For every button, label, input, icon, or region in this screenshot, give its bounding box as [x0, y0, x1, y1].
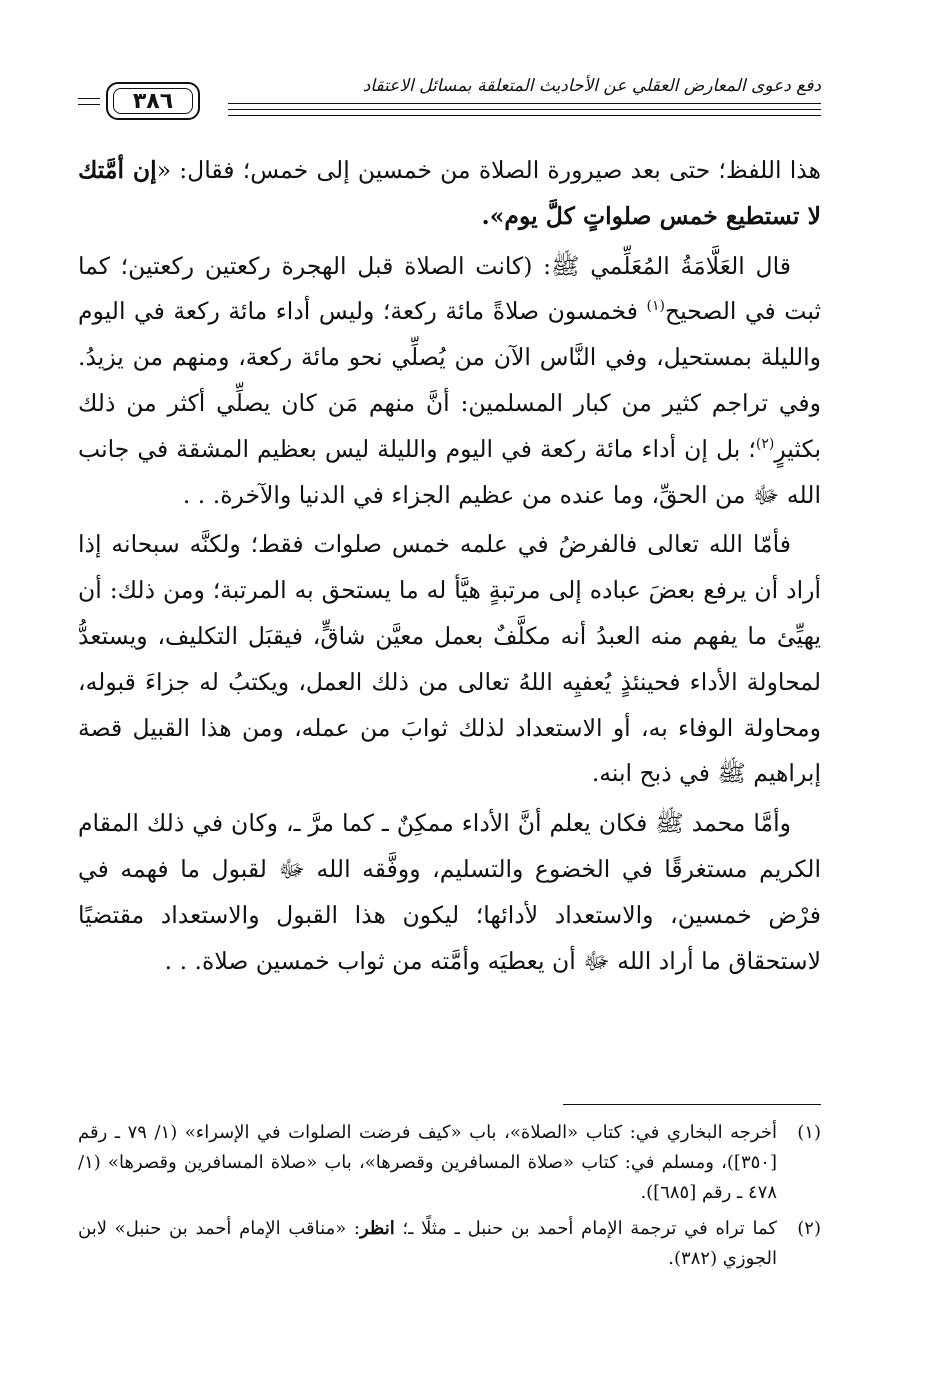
header-dash [78, 98, 100, 99]
header-rule [228, 115, 821, 116]
main-text [78, 148, 821, 984]
paragraph-2 [78, 244, 821, 519]
text-span: فخمسون صلاةً مائة ركعة؛ وليس أداء مائة ركعة في اليوم والليلة بمستحيل، وفي النَّاس الآن من يُصلِّي نحو مائة ركعة، ومنهم من يزيدُ. وفي تراجم كثير من كبار المسلمين: أنَّ منهم مَن كان يصلِّي أكثر من ذلك بكثيرٍ [78, 297, 821, 463]
hadith-quote: إن أمَّتك لا تستطيع خمس صلواتٍ كلَّ يوم [78, 156, 821, 230]
footnote-keyword: انظر [360, 1218, 395, 1239]
footnote-number: (١) [797, 1122, 821, 1143]
footnote-text: : «مناقب الإمام أحمد بن حنبل» لابن الجوزي (٣٨٢). [78, 1218, 777, 1269]
page-number: ٣٨٦ [113, 88, 193, 114]
running-header [78, 76, 821, 124]
paragraph-3: فأمّا الله تعالى فالفرضُ في علمه خمس صلوات فقط؛ ولكنَّه سبحانه إذا أراد أن يرفع بعضَ عباده إلى مرتبةٍ هيَّأ له ما يستحق به المرتبة؛ ومن ذلك: أن يهيِّئ ما يفهم منه العبدُ أنه مكلَّفٌ بعمل معيَّن شاقٍّ، فيقبَل التكليف، ويستعدُّ لمحاولة الأداء فحينئذٍ يُعفيِه اللهُ تعالى من ذلك العمل، ويكتبُ له جزاءَ قبوله، ومحاولة الوفاء به، أو الاستعداد لذلك ثوابَ من عمله، ومن هذا القبيل قصة إبراهيم ﷺ في ذبح ابنه. [78, 530, 821, 788]
text-span: هذا اللفظ؛ حتى بعد صيرورة الصلاة من خمسين إلى خمس؛ فقال: « [156, 156, 821, 184]
footnote-text: كما تراه في ترجمة الإمام أحمد بن حنبل ـ مثلًا ـ؛ [394, 1218, 777, 1239]
text-span: ». [481, 201, 505, 230]
footnote-1 [78, 1118, 821, 1208]
paragraph-4: وأمَّا محمد ﷺ فكان يعلم أنَّ الأداء ممكِنٌ ـ كما مرَّ ـ، وكان في ذلك المقام الكريم مستغرقًا في الخضوع والتسليم، ووفَّقه الله ﷻ لقبول ما فهمه في فرْض خمسين، والاستعداد لأدائها؛ ليكون هذا القبول والاستعداد مقتضيًا لاستحقاق ما أراد الله ﷻ أن يعطيَه وأمَّته من ثواب خمسين صلاة. . . [78, 809, 821, 975]
footnote-2 [78, 1214, 821, 1274]
header-title: دفع دعوى المعارض العقلي عن الأحاديث المتعلقة بمسائل الاعتقاد [362, 76, 821, 96]
footnote-number: (٢) [797, 1218, 821, 1239]
footnote-ref[interactable]: (١) [646, 298, 665, 315]
text-span: ؛ بل إن أداء مائة ركعة في اليوم والليلة ليس بعظيم المشقة في جانب الله ﷻ من الحقِّ، وما عنده من عظيم الجزاء في الدنيا والآخرة. . . [78, 434, 821, 509]
header-rule [228, 109, 821, 110]
page-number-frame [106, 82, 200, 120]
header-dash [78, 104, 100, 105]
text-span: قال العَلَّامَةُ المُعَلِّمي ﷺ: (كانت الصلاة قبل الهجرة ركعتين ركعتين؛ كما ثبت في الصحيح [78, 251, 822, 326]
header-rule [228, 103, 821, 104]
footnote-separator [563, 1104, 821, 1105]
footnote-text: أخرجه البخاري في: كتاب «الصلاة»، باب «كيف فرضت الصلوات في الإسراء» (١/ ٧٩ ـ رقم [٣٥٠])، ومسلم في: كتاب «صلاة المسافرين وقصرها»، باب «صلاة المسافرين وقصرها» (١/ ٤٧٨ ـ رقم [٦٨٥]). [78, 1122, 777, 1203]
book-page [78, 0, 821, 1376]
footnote-ref[interactable]: (٢) [755, 435, 775, 452]
footnotes [78, 1118, 821, 1280]
paragraph-1 [78, 148, 821, 240]
